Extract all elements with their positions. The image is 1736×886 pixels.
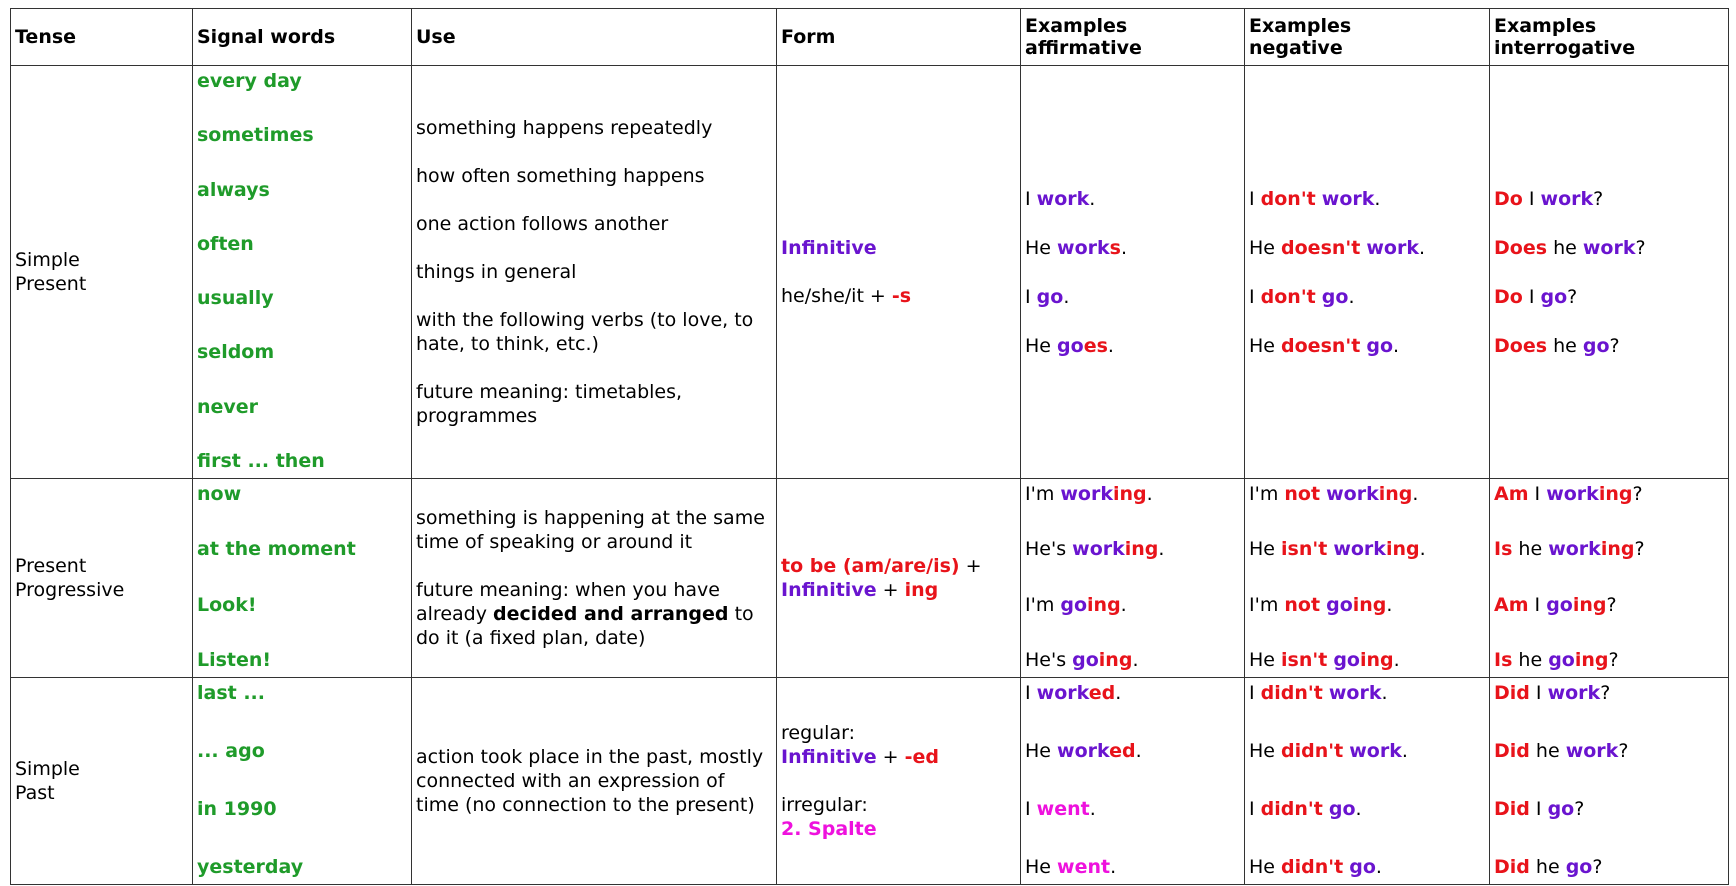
text-segment: I'm bbox=[1025, 593, 1061, 616]
text-segment: I'm bbox=[1025, 483, 1061, 505]
text-segment: work bbox=[1060, 483, 1113, 505]
text-segment: work bbox=[1057, 236, 1110, 259]
text-segment: . bbox=[1355, 798, 1362, 820]
text-segment: ing bbox=[1359, 648, 1394, 671]
signal-word: yesterday bbox=[197, 856, 304, 878]
text-segment: work bbox=[1540, 187, 1594, 210]
text-segment: -s bbox=[891, 285, 912, 307]
text-segment: how often something happens bbox=[416, 165, 705, 187]
tense-name-line: Past bbox=[15, 782, 55, 804]
text-segment: . bbox=[1401, 740, 1408, 762]
text-segment: es bbox=[1083, 334, 1108, 357]
text-segment: work bbox=[1321, 187, 1375, 210]
text-segment: He bbox=[1025, 856, 1058, 878]
text-segment: work bbox=[1548, 538, 1601, 561]
example-negative bbox=[1249, 855, 1485, 879]
text-segment: work bbox=[1565, 740, 1619, 762]
example-negative bbox=[1249, 593, 1485, 617]
text-segment: I'm bbox=[1249, 483, 1285, 505]
header-examples-negative: Examples negative bbox=[1245, 9, 1490, 66]
text-segment: . bbox=[1089, 187, 1096, 210]
example-interrogative bbox=[1494, 236, 1724, 260]
use-item bbox=[416, 260, 772, 284]
text-segment: I bbox=[1528, 483, 1547, 505]
tense-cell bbox=[11, 678, 193, 885]
text-segment: irregular: bbox=[781, 794, 868, 816]
text-segment: he bbox=[1547, 236, 1583, 259]
text-segment: s bbox=[1109, 236, 1121, 259]
text-segment: didn't bbox=[1260, 798, 1323, 820]
text-segment: ing bbox=[1385, 538, 1420, 561]
text-segment: I bbox=[1249, 285, 1261, 308]
form-item bbox=[781, 721, 1016, 769]
example-interrogative bbox=[1494, 855, 1724, 879]
example-interrogative bbox=[1494, 537, 1724, 561]
example-negative bbox=[1249, 537, 1485, 561]
text-segment: something happens repeatedly bbox=[416, 117, 713, 139]
text-segment: with the following verbs (to love, to hate, to think, etc.) bbox=[416, 309, 754, 355]
tenses-table bbox=[10, 8, 1729, 885]
text-segment: He bbox=[1025, 236, 1058, 259]
use-item bbox=[416, 745, 772, 817]
text-segment: I bbox=[1025, 682, 1037, 704]
example-negative bbox=[1249, 187, 1485, 211]
use-cell bbox=[412, 678, 777, 885]
signal-word: sometimes bbox=[197, 124, 314, 147]
examples-negative-list bbox=[1249, 482, 1485, 672]
use-cell bbox=[412, 479, 777, 678]
text-segment: He bbox=[1249, 740, 1282, 762]
text-segment: . bbox=[1135, 740, 1142, 762]
signal-words-list bbox=[197, 482, 407, 672]
example-interrogative bbox=[1494, 739, 1724, 763]
text-segment: work bbox=[1036, 682, 1089, 704]
text-segment: Did bbox=[1494, 682, 1530, 704]
text-segment: work bbox=[1333, 538, 1386, 561]
text-segment: Infinitive bbox=[781, 746, 877, 768]
example-affirmative bbox=[1025, 334, 1240, 358]
examples-negative-cell bbox=[1245, 66, 1490, 479]
text-segment: to be (am/are/is) bbox=[781, 555, 960, 577]
text-segment: I bbox=[1249, 682, 1261, 704]
form-item bbox=[781, 554, 1016, 602]
example-affirmative bbox=[1025, 187, 1240, 211]
examples-negative-list bbox=[1249, 681, 1485, 879]
signal-word: at the moment bbox=[197, 538, 356, 561]
tense-row-simple-present bbox=[11, 66, 1729, 479]
examples-affirmative-list bbox=[1025, 482, 1240, 672]
text-segment: don't bbox=[1260, 187, 1316, 210]
example-negative bbox=[1249, 236, 1485, 260]
text-segment: Does bbox=[1494, 334, 1548, 357]
text-segment: . bbox=[1419, 538, 1426, 561]
examples-affirmative-cell bbox=[1021, 479, 1245, 678]
text-segment: He bbox=[1249, 334, 1282, 357]
examples-interrogative-list bbox=[1494, 482, 1724, 672]
tense-cell bbox=[11, 66, 193, 479]
form-item bbox=[781, 284, 1016, 308]
text-segment: went bbox=[1057, 856, 1111, 878]
text-segment: went bbox=[1036, 798, 1090, 820]
text-segment: action took place in the past, mostly connected with an expression of time (no connection to the present) bbox=[416, 746, 764, 816]
text-segment: he bbox=[1512, 648, 1549, 671]
text-segment: He's bbox=[1025, 538, 1073, 561]
text-segment: . bbox=[1120, 593, 1127, 616]
text-segment: work bbox=[1366, 236, 1419, 259]
tense-row-present-progressive bbox=[11, 479, 1729, 678]
example-affirmative bbox=[1025, 797, 1240, 821]
text-segment: work bbox=[1326, 483, 1379, 505]
text-segment: isn't bbox=[1281, 648, 1328, 671]
text-segment: . bbox=[1381, 682, 1388, 704]
tense-name-line: Present bbox=[15, 273, 87, 295]
example-interrogative bbox=[1494, 334, 1724, 358]
text-segment: to do it (a fixed plan, date) bbox=[416, 603, 754, 649]
text-segment: I bbox=[1529, 798, 1548, 820]
examples-affirmative-list bbox=[1025, 681, 1240, 879]
text-segment: . bbox=[1132, 648, 1139, 671]
text-segment: Infinitive bbox=[781, 237, 877, 259]
text-segment: he bbox=[1529, 740, 1566, 762]
signal-words-cell bbox=[193, 678, 412, 885]
use-item bbox=[416, 116, 772, 140]
tense-name-line: Progressive bbox=[15, 579, 125, 601]
text-segment: go bbox=[1060, 593, 1088, 616]
text-segment: I bbox=[1249, 798, 1261, 820]
text-segment: . bbox=[1393, 334, 1400, 357]
text-segment: ing bbox=[1124, 538, 1159, 561]
text-segment: he bbox=[1529, 856, 1566, 878]
text-segment: go bbox=[1328, 798, 1356, 820]
text-segment: Do bbox=[1494, 285, 1523, 308]
text-segment: isn't bbox=[1281, 538, 1328, 561]
signal-word: Look! bbox=[197, 593, 257, 616]
text-segment: ing bbox=[1098, 648, 1133, 671]
text-segment: . bbox=[1393, 648, 1400, 671]
text-segment: I bbox=[1025, 187, 1037, 210]
example-negative bbox=[1249, 797, 1485, 821]
example-affirmative bbox=[1025, 285, 1240, 309]
text-segment: He bbox=[1249, 236, 1282, 259]
text-segment: . bbox=[1115, 682, 1122, 704]
text-segment: something is happening at the same time of speaking or around it bbox=[416, 507, 765, 553]
form-item bbox=[781, 793, 1016, 841]
text-segment: work bbox=[1036, 187, 1090, 210]
examples-negative-cell bbox=[1245, 479, 1490, 678]
example-interrogative bbox=[1494, 681, 1724, 705]
use-item bbox=[416, 380, 772, 428]
signal-word: Listen! bbox=[197, 648, 272, 671]
examples-interrogative-cell bbox=[1490, 479, 1729, 678]
signal-word: last ... bbox=[197, 682, 265, 704]
signal-word: usually bbox=[197, 287, 274, 310]
signal-word: never bbox=[197, 395, 259, 418]
text-segment: . bbox=[1110, 856, 1117, 878]
example-affirmative bbox=[1025, 739, 1240, 763]
text-segment: ing bbox=[904, 579, 939, 601]
tense-row-simple-past bbox=[11, 678, 1729, 885]
text-segment: . bbox=[1107, 334, 1114, 357]
form-cell bbox=[777, 66, 1021, 479]
text-segment: go bbox=[1565, 856, 1593, 878]
text-segment: ing bbox=[1087, 593, 1121, 616]
header-examples-interrogative: Examples interrogative bbox=[1490, 9, 1729, 66]
text-segment: He bbox=[1249, 856, 1282, 878]
text-segment: He bbox=[1025, 740, 1058, 762]
text-segment: . bbox=[1375, 856, 1382, 878]
examples-affirmative-cell bbox=[1021, 66, 1245, 479]
text-segment: I bbox=[1529, 682, 1548, 704]
text-segment: + bbox=[876, 579, 905, 601]
signal-words-cell bbox=[193, 66, 412, 479]
text-segment: Does bbox=[1494, 236, 1548, 259]
text-segment: ed bbox=[1088, 682, 1116, 704]
header-form: Form bbox=[777, 9, 1021, 66]
tense-name-line: Present bbox=[15, 555, 87, 577]
header-examples-affirmative: Examples affirmative bbox=[1021, 9, 1245, 66]
text-segment: didn't bbox=[1281, 740, 1344, 762]
text-segment: ing bbox=[1572, 593, 1607, 616]
text-segment: go bbox=[1547, 798, 1575, 820]
example-negative bbox=[1249, 334, 1485, 358]
text-segment: go bbox=[1366, 334, 1394, 357]
text-segment: work bbox=[1072, 538, 1125, 561]
header-row bbox=[11, 9, 1729, 66]
text-segment: work bbox=[1328, 682, 1382, 704]
use-item bbox=[416, 164, 772, 188]
text-segment: Did bbox=[1494, 798, 1530, 820]
text-segment: not bbox=[1284, 483, 1321, 505]
text-segment: ? bbox=[1606, 593, 1617, 616]
signal-word: in 1990 bbox=[197, 798, 277, 820]
signal-words-list bbox=[197, 681, 407, 879]
text-segment: go bbox=[1546, 593, 1573, 616]
text-segment: + bbox=[959, 555, 982, 577]
text-segment: ing bbox=[1574, 648, 1609, 671]
example-interrogative bbox=[1494, 482, 1724, 506]
text-segment: don't bbox=[1260, 285, 1316, 308]
text-segment: regular: bbox=[781, 722, 855, 744]
text-segment: . bbox=[1089, 798, 1096, 820]
example-affirmative bbox=[1025, 648, 1240, 672]
text-segment: He bbox=[1249, 648, 1282, 671]
example-negative bbox=[1249, 739, 1485, 763]
text-segment: He's bbox=[1025, 648, 1073, 671]
example-interrogative bbox=[1494, 593, 1724, 617]
text-segment: he bbox=[1547, 334, 1583, 357]
example-interrogative bbox=[1494, 187, 1724, 211]
text-segment: ? bbox=[1609, 334, 1620, 357]
text-segment: ? bbox=[1634, 538, 1645, 561]
text-segment: work bbox=[1582, 236, 1636, 259]
text-segment: Did bbox=[1494, 856, 1530, 878]
example-affirmative bbox=[1025, 236, 1240, 260]
text-segment: didn't bbox=[1260, 682, 1323, 704]
header-tense: Tense bbox=[11, 9, 193, 66]
signal-word: always bbox=[197, 178, 270, 201]
text-segment: I bbox=[1025, 798, 1037, 820]
text-segment: ing bbox=[1600, 538, 1635, 561]
tense-name-line: Simple bbox=[15, 758, 80, 780]
text-segment: Am bbox=[1494, 483, 1529, 505]
use-item bbox=[416, 212, 772, 236]
text-segment: work bbox=[1546, 483, 1599, 505]
text-segment: ? bbox=[1574, 798, 1585, 820]
text-segment: . bbox=[1348, 285, 1355, 308]
text-segment: go bbox=[1540, 285, 1568, 308]
text-segment: one action follows another bbox=[416, 213, 669, 235]
text-segment: ? bbox=[1600, 682, 1611, 704]
text-segment: ? bbox=[1567, 285, 1578, 308]
examples-negative-cell bbox=[1245, 678, 1490, 885]
text-segment: work bbox=[1349, 740, 1402, 762]
text-segment: doesn't bbox=[1281, 236, 1361, 259]
text-segment: ing bbox=[1113, 483, 1147, 505]
text-segment: go bbox=[1349, 856, 1376, 878]
text-segment: didn't bbox=[1281, 856, 1344, 878]
text-segment: Do bbox=[1494, 187, 1523, 210]
example-negative bbox=[1249, 681, 1485, 705]
text-segment: . bbox=[1386, 593, 1393, 616]
text-segment: He bbox=[1025, 334, 1058, 357]
example-interrogative bbox=[1494, 285, 1724, 309]
text-segment: go bbox=[1057, 334, 1084, 357]
text-segment: -ed bbox=[904, 746, 939, 768]
header-signal-words: Signal words bbox=[193, 9, 412, 66]
example-interrogative bbox=[1494, 648, 1724, 672]
text-segment: doesn't bbox=[1281, 334, 1361, 357]
text-segment: He bbox=[1249, 538, 1282, 561]
signal-word: ... ago bbox=[197, 740, 265, 762]
text-segment: . bbox=[1418, 236, 1426, 259]
header-use: Use bbox=[412, 9, 777, 66]
text-segment: Is bbox=[1494, 648, 1513, 671]
text-segment: I bbox=[1522, 187, 1541, 210]
text-segment: things in general bbox=[416, 261, 577, 283]
text-segment: ing bbox=[1378, 483, 1413, 505]
text-segment: ? bbox=[1592, 856, 1603, 878]
signal-word: every day bbox=[197, 70, 302, 92]
text-segment: . bbox=[1063, 285, 1070, 308]
text-segment: ? bbox=[1618, 740, 1629, 762]
text-segment: ? bbox=[1635, 236, 1646, 259]
signal-word: seldom bbox=[197, 341, 275, 364]
text-segment: future meaning: when you have already bbox=[416, 579, 720, 625]
use-item bbox=[416, 506, 772, 554]
text-segment: not bbox=[1284, 593, 1321, 616]
text-segment: I bbox=[1025, 285, 1037, 308]
example-negative bbox=[1249, 285, 1485, 309]
use-item bbox=[416, 578, 772, 650]
text-segment: work bbox=[1057, 740, 1110, 762]
signal-word: often bbox=[197, 232, 254, 255]
text-segment: I bbox=[1528, 593, 1547, 616]
example-interrogative bbox=[1494, 797, 1724, 821]
text-segment: ? bbox=[1632, 483, 1643, 505]
example-negative bbox=[1249, 648, 1485, 672]
text-segment: ? bbox=[1593, 187, 1604, 210]
signal-words-list bbox=[197, 69, 407, 473]
text-segment: work bbox=[1547, 682, 1601, 704]
text-segment: he bbox=[1512, 538, 1549, 561]
text-segment: . bbox=[1412, 483, 1419, 505]
example-affirmative bbox=[1025, 593, 1240, 617]
text-segment: Infinitive bbox=[781, 579, 877, 601]
tense-name-line: Simple bbox=[15, 249, 80, 271]
signal-word: first ... then bbox=[197, 449, 325, 472]
text-segment: go bbox=[1333, 648, 1360, 671]
use-item bbox=[416, 308, 772, 356]
text-segment: I'm bbox=[1249, 593, 1285, 616]
text-segment: ing bbox=[1598, 483, 1633, 505]
text-segment: I bbox=[1522, 285, 1541, 308]
text-segment: future meaning: timetables, programmes bbox=[416, 381, 683, 427]
text-segment: decided and arranged bbox=[493, 603, 729, 625]
use-cell bbox=[412, 66, 777, 479]
text-segment: he/she/it + bbox=[781, 285, 892, 307]
examples-interrogative-cell bbox=[1490, 678, 1729, 885]
examples-interrogative-list bbox=[1494, 681, 1724, 879]
text-segment: + bbox=[876, 746, 905, 768]
examples-affirmative-cell bbox=[1021, 678, 1245, 885]
text-segment: . bbox=[1374, 187, 1381, 210]
text-segment: ing bbox=[1352, 593, 1387, 616]
text-segment: go bbox=[1582, 334, 1610, 357]
examples-interrogative-cell bbox=[1490, 66, 1729, 479]
tense-cell bbox=[11, 479, 193, 678]
signal-words-cell bbox=[193, 479, 412, 678]
text-segment: . bbox=[1158, 538, 1165, 561]
example-affirmative bbox=[1025, 482, 1240, 506]
signal-word: now bbox=[197, 483, 242, 505]
text-segment: go bbox=[1036, 285, 1064, 308]
text-segment: . bbox=[1146, 483, 1153, 505]
text-segment: ? bbox=[1608, 648, 1619, 671]
text-segment: go bbox=[1072, 648, 1099, 671]
text-segment: 2. Spalte bbox=[781, 818, 877, 840]
example-affirmative bbox=[1025, 537, 1240, 561]
text-segment: Am bbox=[1494, 593, 1529, 616]
example-negative bbox=[1249, 482, 1485, 506]
example-affirmative bbox=[1025, 855, 1240, 879]
text-segment: go bbox=[1548, 648, 1575, 671]
text-segment: Did bbox=[1494, 740, 1530, 762]
example-affirmative bbox=[1025, 681, 1240, 705]
form-cell bbox=[777, 479, 1021, 678]
text-segment: Is bbox=[1494, 538, 1513, 561]
text-segment: ed bbox=[1109, 740, 1136, 762]
form-item bbox=[781, 236, 1016, 260]
text-segment: I bbox=[1249, 187, 1261, 210]
text-segment: go bbox=[1321, 285, 1349, 308]
text-segment: go bbox=[1326, 593, 1353, 616]
text-segment: . bbox=[1120, 236, 1128, 259]
form-cell bbox=[777, 678, 1021, 885]
